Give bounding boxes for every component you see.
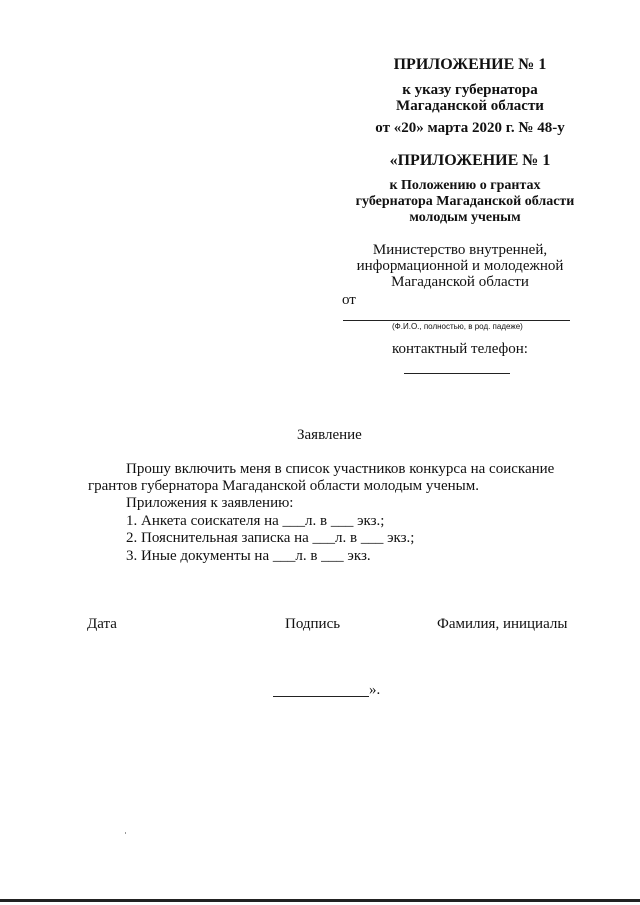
decree-line-1: к указу губернатора (402, 82, 538, 98)
request-line-1: Прошу включить меня в список участников конкурса на соискание (126, 461, 555, 477)
decree-line-2: Магаданской области (396, 98, 544, 114)
phone-underline (404, 373, 510, 374)
appendix-title-2: «ПРИЛОЖЕНИЕ № 1 (389, 152, 551, 169)
name-hint: (Ф.И.О., полностью, в род. падеже) (392, 322, 523, 331)
addressee-line-3: Магаданской области (391, 274, 529, 290)
regulation-line-1: к Положению о грантах (389, 178, 541, 193)
scan-edge-line (0, 899, 640, 902)
scan-dot (125, 832, 126, 834)
decree-date: от «20» марта 2020 г. № 48-у (375, 120, 565, 136)
attachments-label: Приложения к заявлению: (126, 495, 294, 511)
name-initials-label: Фамилия, инициалы (437, 616, 568, 632)
appendix-title: ПРИЛОЖЕНИЕ № 1 (393, 56, 547, 73)
statement-title: Заявление (297, 427, 362, 443)
from-label: от (342, 292, 356, 308)
request-line-2: грантов губернатора Магаданской области молодым ученым. (88, 478, 479, 494)
regulation-line-3: молодым ученым (409, 210, 521, 225)
sign-label: Подпись (285, 616, 341, 632)
phone-label: контактный телефон: (392, 341, 528, 357)
attachment-item-3: 3. Иные документы на ___л. в ___ экз. (126, 548, 371, 564)
attachment-item-1: 1. Анкета соискателя на ___л. в ___ экз.; (126, 513, 385, 529)
regulation-line-2: губернатора Магаданской области (355, 194, 575, 209)
closing-underline (273, 696, 369, 697)
addressee-line-2: информационной и молодежной (356, 258, 564, 274)
addressee-line-1: Министерство внутренней, (372, 242, 548, 258)
name-underline (343, 320, 570, 321)
closing-suffix: ». (369, 682, 381, 698)
date-label: Дата (87, 616, 117, 632)
attachment-item-2: 2. Пояснительная записка на ___л. в ___ экз.; (126, 530, 415, 546)
